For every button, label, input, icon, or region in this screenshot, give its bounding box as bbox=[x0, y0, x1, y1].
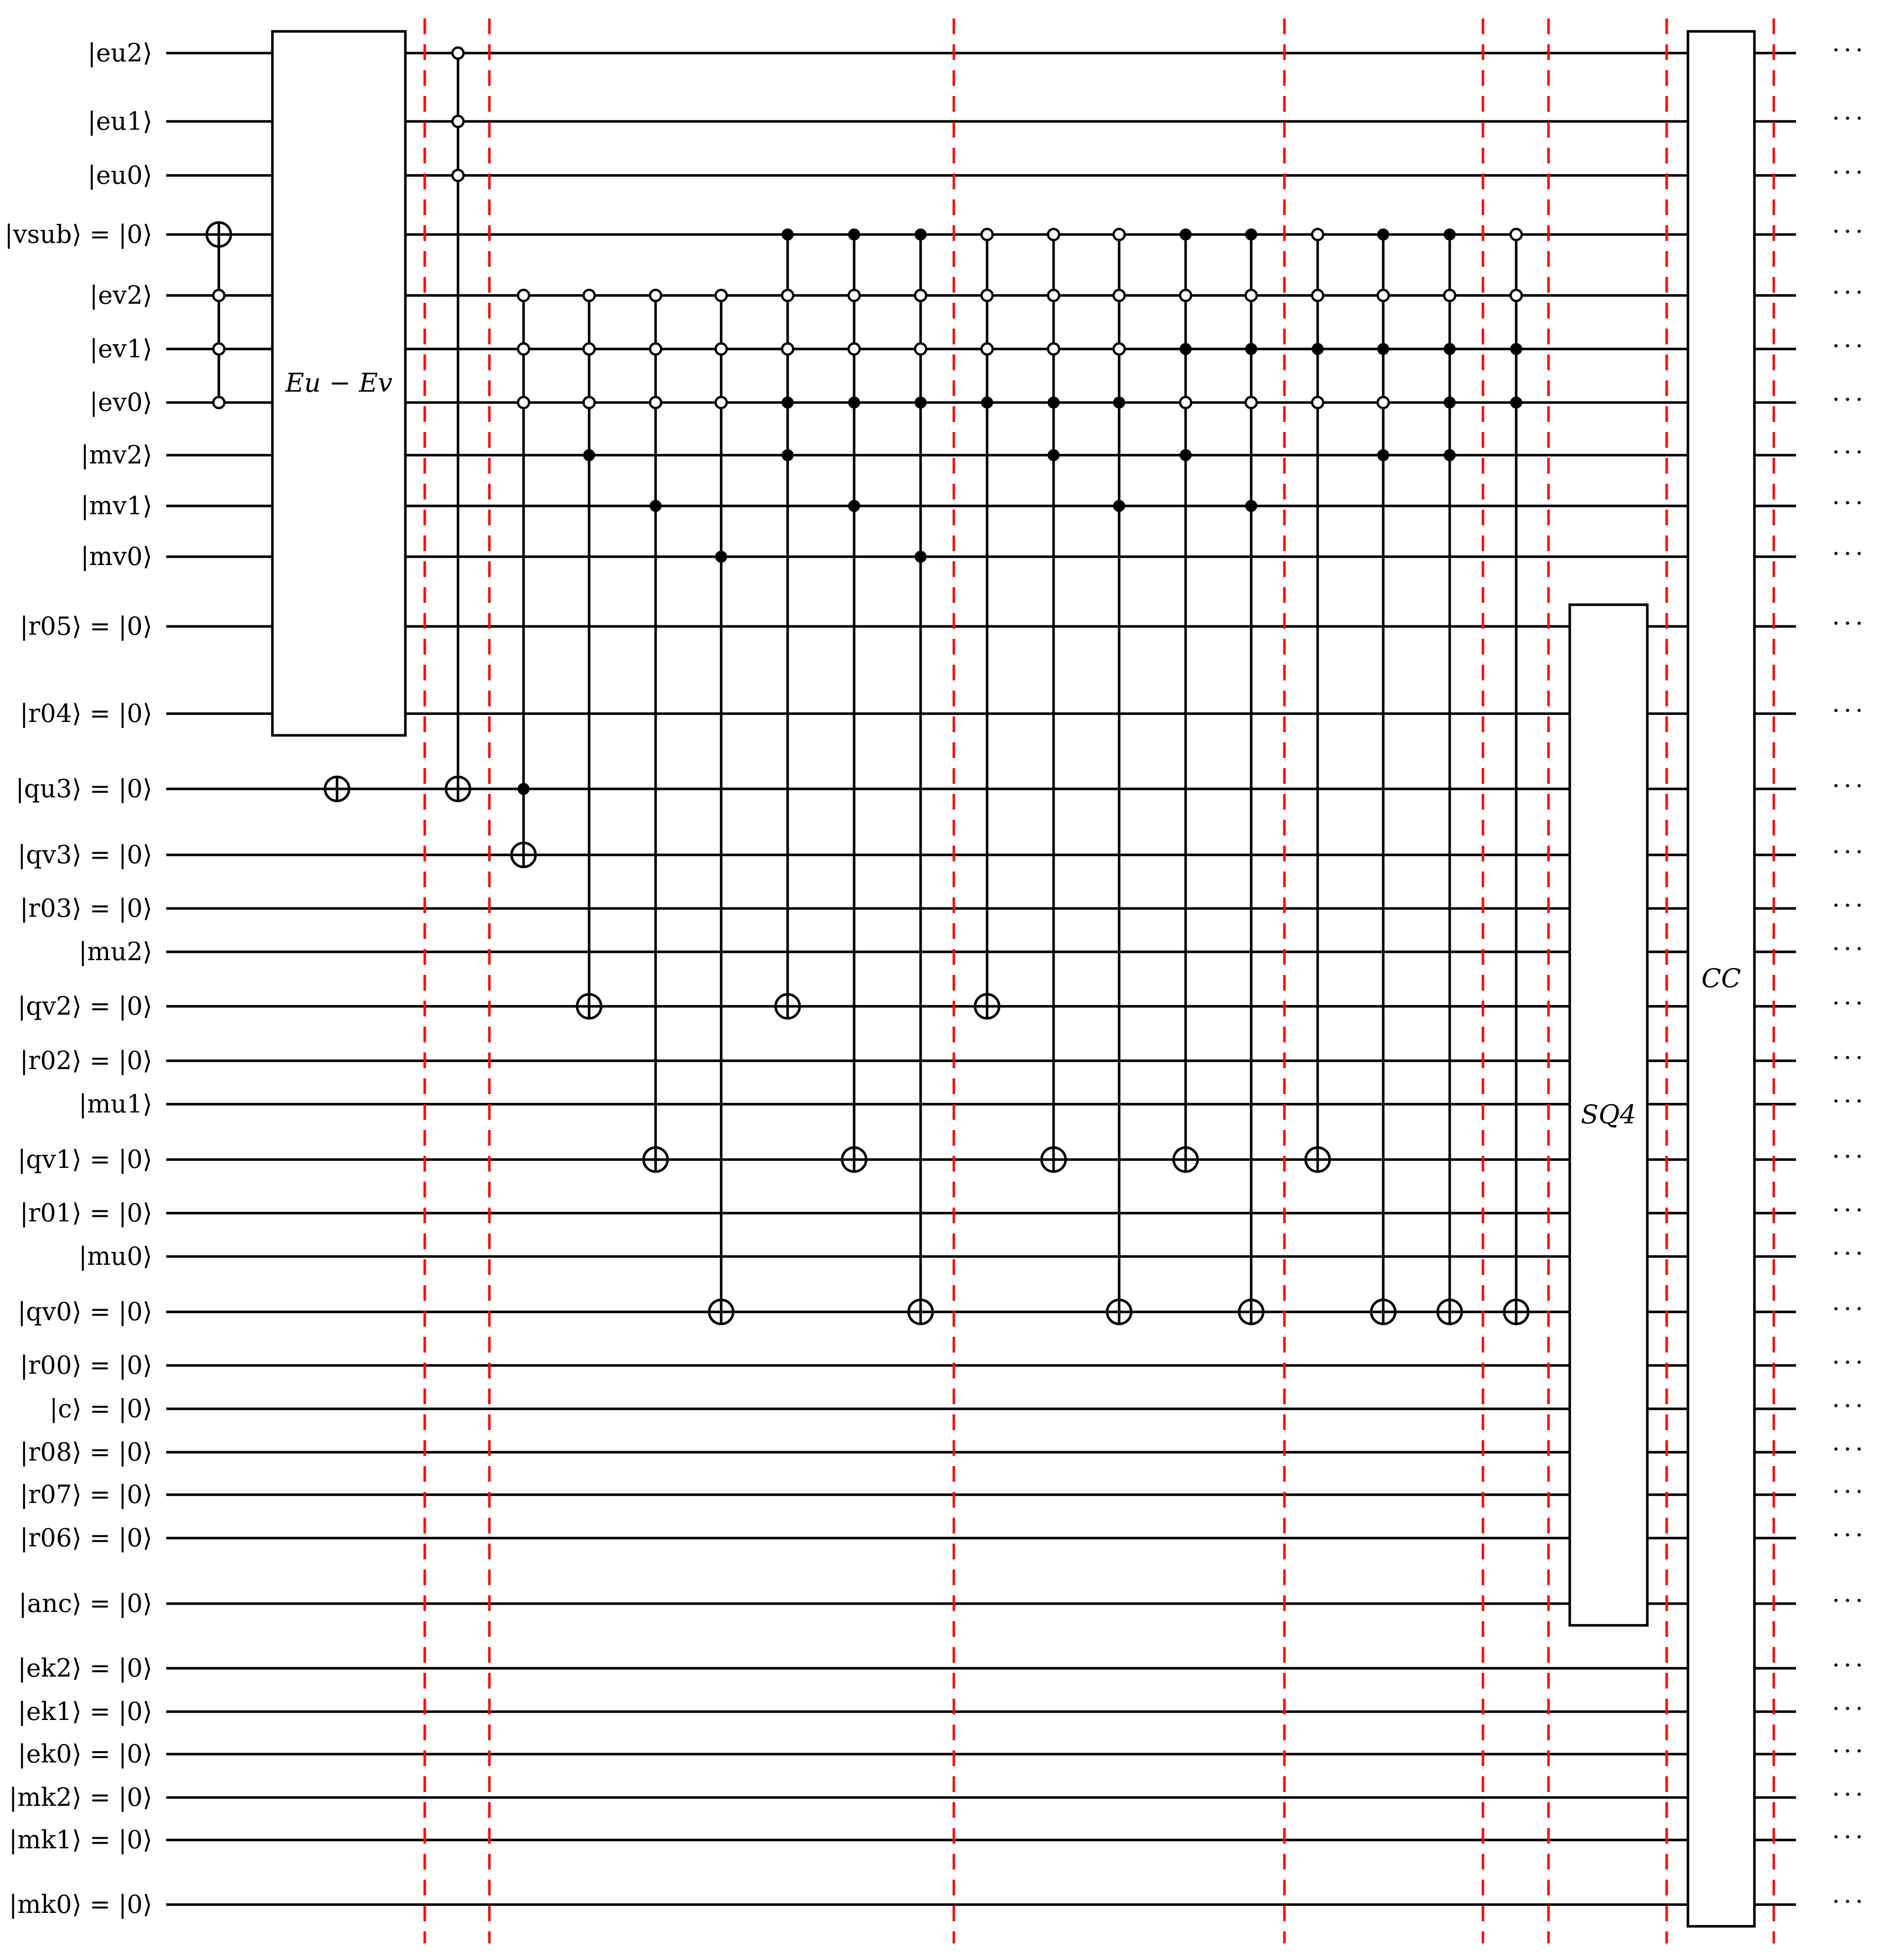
control-dot-open-ev0 bbox=[1312, 397, 1323, 408]
continuation-dots-anc: ··· bbox=[1832, 1586, 1867, 1615]
controlled-not-9-target-qv1 bbox=[842, 229, 866, 1172]
control-dot-open-ev1 bbox=[849, 343, 860, 355]
qubit-label-ek2: |ek2⟩ = |0⟩ bbox=[18, 1653, 152, 1683]
control-dot-closed-vsub bbox=[1180, 229, 1191, 240]
controlled-not-3-target-qu3 bbox=[446, 48, 470, 801]
qubit-label-mv1: |mv1⟩ bbox=[80, 491, 152, 520]
continuation-dots-ek0: ··· bbox=[1832, 1737, 1867, 1766]
control-dot-open-ev2 bbox=[1444, 290, 1455, 301]
control-dot-open-vsub bbox=[982, 229, 993, 240]
control-dot-open-ev0 bbox=[1246, 397, 1257, 408]
control-dot-closed-mv2 bbox=[1180, 450, 1191, 461]
control-dot-open-ev2 bbox=[1511, 290, 1522, 301]
qubit-label-ev1: |ev1⟩ bbox=[89, 334, 152, 363]
qubit-label-qv0: |qv0⟩ = |0⟩ bbox=[18, 1297, 152, 1326]
control-dot-closed-vsub bbox=[1246, 229, 1257, 240]
control-dot-open-vsub bbox=[1511, 229, 1522, 240]
control-dot-closed-vsub bbox=[1378, 229, 1389, 240]
qubit-label-r07: |r07⟩ = |0⟩ bbox=[20, 1480, 152, 1509]
control-dot-open-eu2 bbox=[452, 48, 464, 59]
controlled-not-12-target-qv1 bbox=[1042, 229, 1066, 1172]
continuation-dots-mk2: ··· bbox=[1832, 1780, 1867, 1809]
control-dot-open-ev1 bbox=[650, 343, 661, 355]
control-dot-closed-vsub bbox=[849, 229, 860, 240]
continuation-dots-ev2: ··· bbox=[1832, 278, 1867, 307]
control-dot-closed-ev1 bbox=[1444, 343, 1455, 355]
control-dot-open-ev2 bbox=[982, 290, 993, 301]
continuation-dots-mu2: ··· bbox=[1832, 934, 1867, 963]
qubit-label-ev2: |ev2⟩ bbox=[89, 281, 152, 310]
continuation-dots-r06: ··· bbox=[1832, 1521, 1867, 1550]
qubit-label-c: |c⟩ = |0⟩ bbox=[49, 1394, 152, 1423]
control-dot-closed-ev0 bbox=[982, 397, 993, 408]
qubit-label-r02: |r02⟩ = |0⟩ bbox=[20, 1046, 152, 1075]
control-dot-open-ev1 bbox=[1114, 343, 1125, 355]
qubit-label-ek0: |ek0⟩ = |0⟩ bbox=[18, 1739, 152, 1768]
qubit-label-r01: |r01⟩ = |0⟩ bbox=[20, 1198, 152, 1227]
control-dot-open-ev1 bbox=[213, 343, 224, 355]
controlled-not-1-target-vsub bbox=[207, 222, 231, 408]
control-dot-open-ev2 bbox=[1378, 290, 1389, 301]
controlled-not-6-target-qv1 bbox=[644, 290, 668, 1172]
control-dot-closed-mv1 bbox=[1114, 500, 1125, 511]
qubit-label-r04: |r04⟩ = |0⟩ bbox=[20, 699, 152, 728]
control-dot-open-ev2 bbox=[1246, 290, 1257, 301]
gate-2 bbox=[1570, 605, 1647, 1625]
control-dot-closed-ev0 bbox=[1511, 397, 1522, 408]
qubit-label-anc: |anc⟩ = |0⟩ bbox=[18, 1589, 152, 1618]
control-dot-open-ev2 bbox=[650, 290, 661, 301]
controlled-not-4-target-qv3 bbox=[512, 290, 536, 867]
control-dot-open-ev2 bbox=[584, 290, 595, 301]
control-dot-closed-mv2 bbox=[1048, 450, 1059, 461]
control-dot-closed-vsub bbox=[782, 229, 793, 240]
control-dot-open-ev1 bbox=[1048, 343, 1059, 355]
control-dot-closed-ev1 bbox=[1378, 343, 1389, 355]
control-dot-open-ev0 bbox=[650, 397, 661, 408]
qubit-label-eu2: |eu2⟩ bbox=[87, 38, 152, 67]
gate-label: Eu − Ev bbox=[285, 368, 392, 398]
control-dot-closed-mv0 bbox=[716, 551, 727, 562]
continuation-dots-mu0: ··· bbox=[1832, 1239, 1867, 1268]
qubit-label-eu1: |eu1⟩ bbox=[87, 107, 152, 136]
qubit-label-eu0: |eu0⟩ bbox=[87, 161, 152, 190]
control-dot-closed-mv1 bbox=[1246, 500, 1257, 511]
control-dot-closed-ev1 bbox=[1312, 343, 1323, 355]
control-dot-open-ev2 bbox=[213, 290, 224, 301]
control-dot-closed-ev1 bbox=[1180, 343, 1191, 355]
continuation-dots-mv2: ··· bbox=[1832, 438, 1867, 467]
qubit-label-r03: |r03⟩ = |0⟩ bbox=[20, 894, 152, 923]
control-dot-closed-ev0 bbox=[849, 397, 860, 408]
qubit-label-mu0: |mu0⟩ bbox=[78, 1242, 152, 1271]
qubit-label-qu3: |qu3⟩ = |0⟩ bbox=[15, 774, 152, 803]
controlled-not-7-target-qv0 bbox=[709, 290, 733, 1324]
qubit-label-mk1: |mk1⟩ = |0⟩ bbox=[9, 1825, 152, 1854]
control-dot-open-ev0 bbox=[716, 397, 727, 408]
control-dot-closed-vsub bbox=[1444, 229, 1455, 240]
control-dot-open-vsub bbox=[1048, 229, 1059, 240]
qubit-label-ev0: |ev0⟩ bbox=[89, 388, 152, 417]
controlled-not-8-target-qv2 bbox=[776, 229, 800, 1018]
continuation-dots-mv1: ··· bbox=[1832, 488, 1867, 517]
continuation-dots-ek2: ··· bbox=[1832, 1651, 1867, 1680]
control-dot-open-ev2 bbox=[1312, 290, 1323, 301]
control-dot-open-eu1 bbox=[452, 116, 464, 127]
control-dot-open-ev2 bbox=[716, 290, 727, 301]
control-dot-open-ev1 bbox=[716, 343, 727, 355]
continuation-dots-r00: ··· bbox=[1832, 1348, 1867, 1377]
qubit-label-qv3: |qv3⟩ = |0⟩ bbox=[18, 840, 152, 869]
control-dot-closed-ev1 bbox=[1246, 343, 1257, 355]
qubit-label-qv2: |qv2⟩ = |0⟩ bbox=[18, 992, 152, 1021]
continuation-dots-vsub: ··· bbox=[1832, 217, 1867, 246]
continuation-dots bbox=[1832, 36, 1867, 1916]
continuation-dots-eu0: ··· bbox=[1832, 158, 1867, 187]
qubit-label-qv1: |qv1⟩ = |0⟩ bbox=[18, 1145, 152, 1174]
qubit-label-r05: |r05⟩ = |0⟩ bbox=[20, 612, 152, 641]
control-dot-closed-ev0 bbox=[1114, 397, 1125, 408]
control-dot-closed-ev1 bbox=[1511, 343, 1522, 355]
continuation-dots-qv3: ··· bbox=[1832, 837, 1867, 866]
controlled-not-11-target-qv2 bbox=[975, 229, 999, 1018]
control-dot-closed-ev0 bbox=[1444, 397, 1455, 408]
continuation-dots-r03: ··· bbox=[1832, 891, 1867, 920]
control-dot-closed-qu3 bbox=[518, 783, 529, 794]
continuation-dots-c: ··· bbox=[1832, 1391, 1867, 1420]
control-dot-closed-mv2 bbox=[1444, 450, 1455, 461]
qubit-label-mk0: |mk0⟩ = |0⟩ bbox=[9, 1890, 152, 1919]
qubit-wires bbox=[166, 53, 1796, 1905]
control-dot-open-vsub bbox=[1312, 229, 1323, 240]
gate-1 bbox=[272, 31, 405, 735]
qubit-label-r00: |r00⟩ = |0⟩ bbox=[20, 1351, 152, 1380]
control-dot-open-ev2 bbox=[1048, 290, 1059, 301]
qubit-label-mk2: |mk2⟩ = |0⟩ bbox=[9, 1783, 152, 1812]
continuation-dots-mv0: ··· bbox=[1832, 539, 1867, 568]
control-dot-closed-mv2 bbox=[584, 450, 595, 461]
control-dot-closed-ev0 bbox=[915, 397, 926, 408]
control-dot-open-ev1 bbox=[782, 343, 793, 355]
control-dot-closed-mv1 bbox=[849, 500, 860, 511]
continuation-dots-qv0: ··· bbox=[1832, 1294, 1867, 1323]
gate-3 bbox=[1688, 31, 1754, 1926]
continuation-dots-mk1: ··· bbox=[1832, 1822, 1867, 1852]
control-dot-open-ev0 bbox=[518, 397, 529, 408]
qubit-label-mu1: |mu1⟩ bbox=[78, 1089, 152, 1118]
control-dot-open-ev2 bbox=[1180, 290, 1191, 301]
control-dot-open-ev1 bbox=[584, 343, 595, 355]
controlled-not-14-target-qv1 bbox=[1174, 229, 1198, 1172]
control-dot-closed-ev0 bbox=[1048, 397, 1059, 408]
control-dot-closed-ev0 bbox=[782, 397, 793, 408]
control-dot-open-ev2 bbox=[915, 290, 926, 301]
continuation-dots-qu3: ··· bbox=[1832, 771, 1867, 800]
gate-label: CC bbox=[1701, 963, 1741, 994]
control-dot-open-vsub bbox=[1114, 229, 1125, 240]
continuation-dots-mk0: ··· bbox=[1832, 1887, 1867, 1916]
qubit-label-r08: |r08⟩ = |0⟩ bbox=[20, 1437, 152, 1467]
continuation-dots-ev1: ··· bbox=[1832, 331, 1867, 361]
continuation-dots-eu1: ··· bbox=[1832, 104, 1867, 133]
control-dot-open-ev0 bbox=[1378, 397, 1389, 408]
continuation-dots-r08: ··· bbox=[1832, 1435, 1867, 1464]
control-dot-open-eu0 bbox=[452, 170, 464, 181]
continuation-dots-r01: ··· bbox=[1832, 1196, 1867, 1225]
control-dot-open-ev1 bbox=[518, 343, 529, 355]
qubit-labels bbox=[5, 38, 152, 1919]
control-dot-closed-mv1 bbox=[650, 500, 661, 511]
controlled-not-2-target-qu3 bbox=[325, 777, 349, 801]
continuation-dots-ev0: ··· bbox=[1832, 385, 1867, 414]
gate-boxes bbox=[272, 31, 1754, 1926]
continuation-dots-r02: ··· bbox=[1832, 1043, 1867, 1072]
control-dot-open-ev2 bbox=[782, 290, 793, 301]
control-dot-closed-mv2 bbox=[1378, 450, 1389, 461]
control-dot-open-ev2 bbox=[1114, 290, 1125, 301]
control-dot-closed-vsub bbox=[915, 229, 926, 240]
control-dot-closed-mv2 bbox=[782, 450, 793, 461]
qubit-label-r06: |r06⟩ = |0⟩ bbox=[20, 1523, 152, 1552]
continuation-dots-mu1: ··· bbox=[1832, 1087, 1867, 1116]
control-dot-open-ev1 bbox=[982, 343, 993, 355]
qubit-label-mv2: |mv2⟩ bbox=[80, 440, 152, 469]
control-dot-closed-mv0 bbox=[915, 551, 926, 562]
continuation-dots-eu2: ··· bbox=[1832, 36, 1867, 65]
qubit-label-ek1: |ek1⟩ = |0⟩ bbox=[18, 1697, 152, 1726]
qubit-label-mv0: |mv0⟩ bbox=[80, 542, 152, 571]
gate-label: SQ4 bbox=[1581, 1100, 1636, 1130]
control-dot-open-ev0 bbox=[584, 397, 595, 408]
continuation-dots-qv2: ··· bbox=[1832, 989, 1867, 1018]
control-dot-open-ev0 bbox=[1180, 397, 1191, 408]
continuation-dots-r07: ··· bbox=[1832, 1477, 1867, 1506]
control-dot-open-ev2 bbox=[518, 290, 529, 301]
continuation-dots-qv1: ··· bbox=[1832, 1142, 1867, 1171]
qubit-label-mu2: |mu2⟩ bbox=[78, 937, 152, 966]
control-dot-open-ev2 bbox=[849, 290, 860, 301]
control-dot-open-ev1 bbox=[915, 343, 926, 355]
control-dot-open-ev0 bbox=[213, 397, 224, 408]
continuation-dots-r04: ··· bbox=[1832, 696, 1867, 725]
continuation-dots-ek1: ··· bbox=[1832, 1694, 1867, 1723]
controlled-not-16-target-qv1 bbox=[1306, 229, 1330, 1172]
continuation-dots-r05: ··· bbox=[1832, 609, 1867, 638]
qubit-label-vsub: |vsub⟩ = |0⟩ bbox=[4, 220, 152, 249]
